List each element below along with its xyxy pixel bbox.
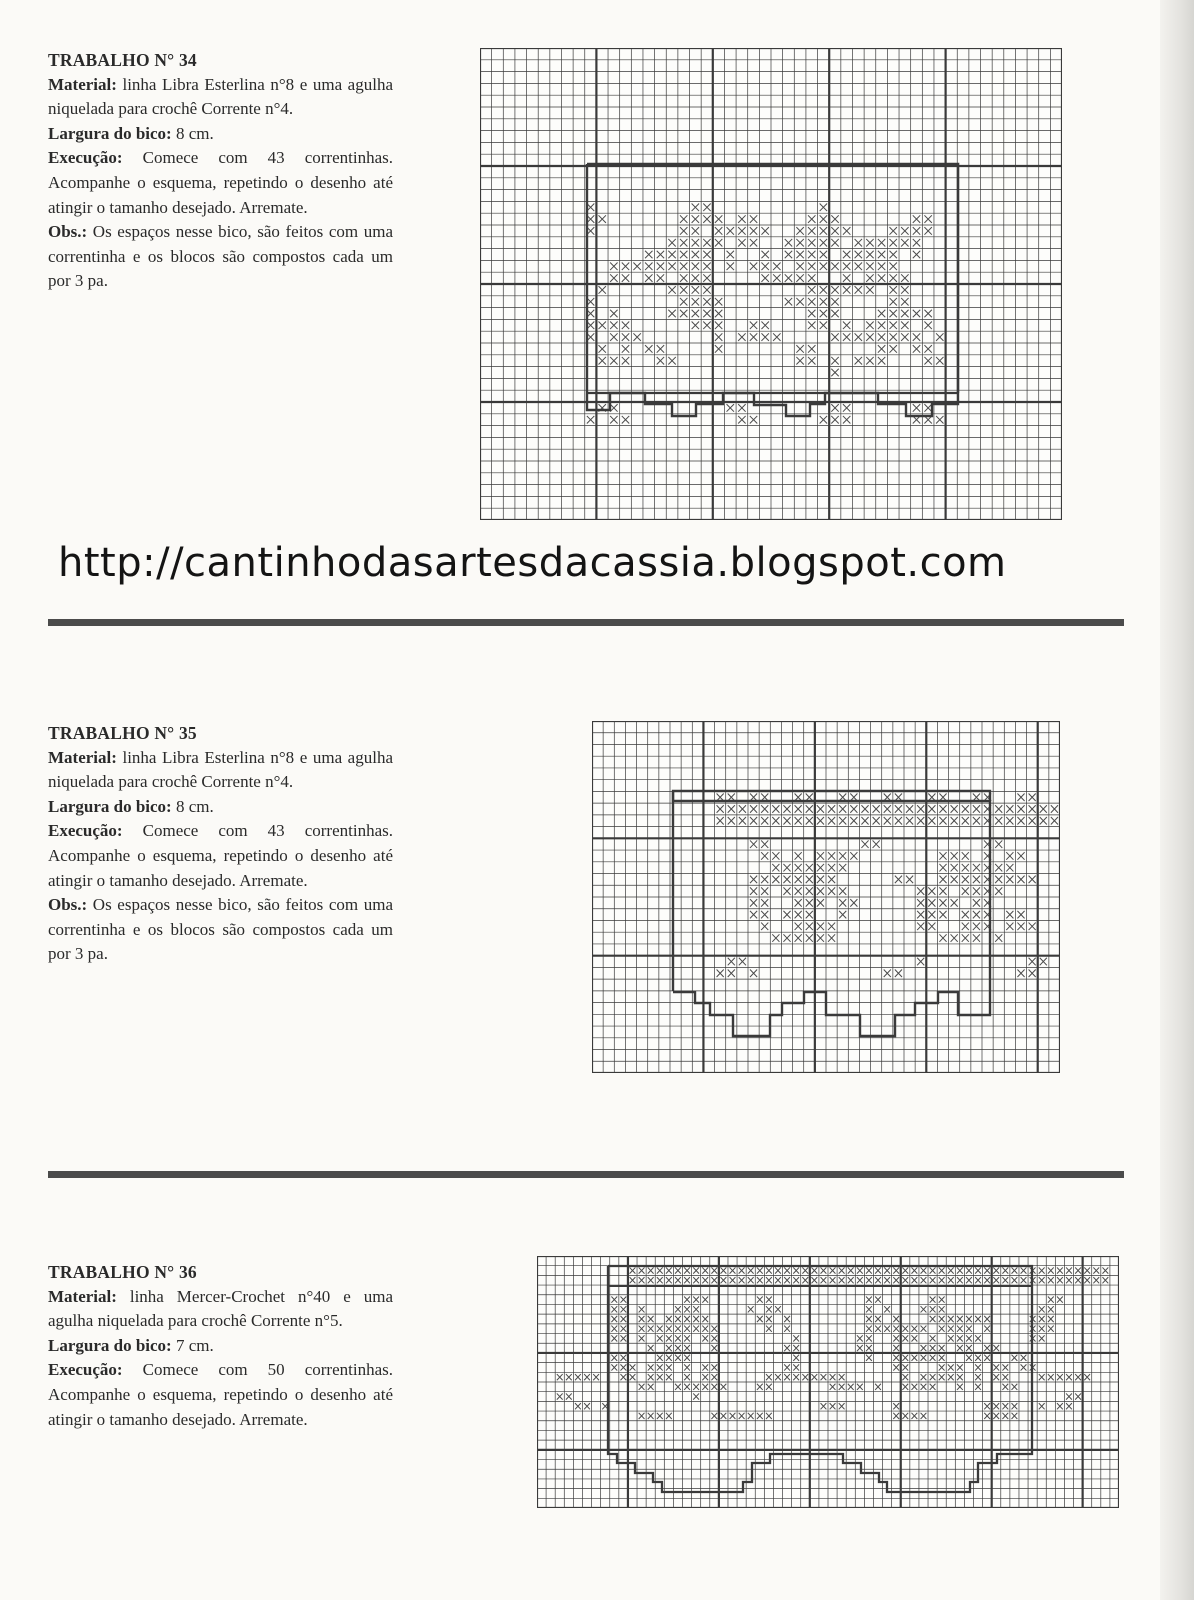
work-36-title: TRABALHO N° 36 — [48, 1262, 197, 1282]
watermark-url: http://cantinhodasartesdacassia.blogspot.com — [58, 540, 1007, 586]
work-35-material: Material: linha Libra Esterlina n°8 e uma agulha niquelada para crochê Corrente n°4. — [48, 747, 393, 792]
work-36-material: Material: linha Mercer-Crochet n°40 e uma agulha niquelada para crochê Corrente n°5. — [48, 1286, 393, 1331]
work-36-execution: Execução: Comece com 50 correntinhas. Acompanhe o esquema, repetindo o desenho até atingir o tamanho desejado. Arremate. — [48, 1360, 393, 1429]
work-36-text — [48, 1260, 393, 1432]
section-divider-2 — [48, 1171, 1124, 1178]
chart-35-svg — [592, 721, 1060, 1073]
work-34-execution: Execução: Comece com 43 correntinhas. Acompanhe o esquema, repetindo o desenho até atingir o tamanho desejado. Arremate. — [48, 148, 393, 217]
chart-36-crochet-grid — [537, 1256, 1119, 1508]
chart-35-crochet-grid — [592, 721, 1060, 1073]
work-34-material: Material: linha Libra Esterlina n°8 e uma agulha niquelada para crochê Corrente n°4. — [48, 74, 393, 119]
work-35-text — [48, 721, 393, 967]
chart-36-svg — [537, 1256, 1119, 1508]
work-34-width: Largura do bico: 8 cm. — [48, 123, 214, 143]
work-36-width: Largura do bico: 7 cm. — [48, 1335, 214, 1355]
chart-34-svg — [480, 48, 1062, 520]
work-35-width: Largura do bico: 8 cm. — [48, 796, 214, 816]
work-35-execution: Execução: Comece com 43 correntinhas. Acompanhe o esquema, repetindo o desenho até atingir o tamanho desejado. Arremate. — [48, 821, 393, 890]
page-fold-edge — [1160, 0, 1194, 1600]
work-35-title: TRABALHO N° 35 — [48, 723, 197, 743]
section-divider-1 — [48, 619, 1124, 626]
work-35-obs: Obs.: Os espaços nesse bico, são feitos com uma correntinha e os blocos são compostos cada um por 3 pa. — [48, 895, 393, 964]
work-34-obs: Obs.: Os espaços nesse bico, são feitos com uma correntinha e os blocos são compostos cada um por 3 pa. — [48, 222, 393, 291]
work-34-text — [48, 48, 393, 294]
work-34-title: TRABALHO N° 34 — [48, 50, 197, 70]
chart-34-crochet-grid — [480, 48, 1062, 520]
